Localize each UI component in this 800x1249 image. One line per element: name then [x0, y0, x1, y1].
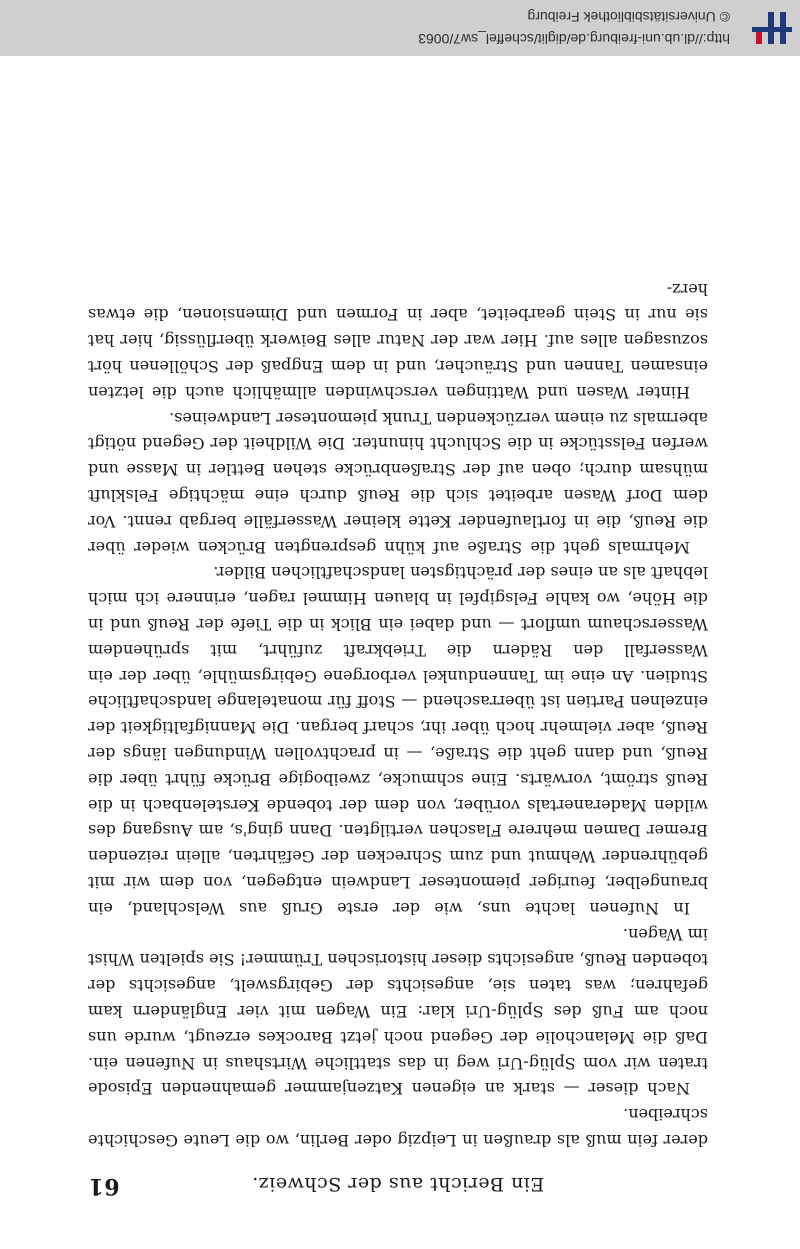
page-number: 61 [88, 1173, 120, 1199]
banner-url[interactable]: http://dl.ub.uni-freiburg.de/diglit/scheffel_sw7/0063 [418, 31, 730, 47]
library-banner [0, 0, 800, 56]
banner-text [418, 6, 730, 50]
scanned-page [0, 56, 800, 1249]
body-text [88, 276, 708, 1153]
banner-copyright: © Universitätsbibliothek Freiburg [527, 9, 730, 25]
university-logo-icon [750, 8, 794, 48]
paragraph: derer fein muß als draußen in Leipzig oder Berlin, wo die Leute Geschichte schreiben. [88, 1105, 708, 1150]
paragraph: In Nufenen lachte uns, wie der erste Gruß aus Welschland, ein braungelber, feuriger piemonteser Landwein entgegen, von dem wir mit gebührender Wehmut und zum Schrecken der Gefährten, allein reizenden Bremer Damen mehrere Flaschen vertilgten. Dann ging's, am Ausgang des wilden Maderanertals vorüber, von dem der tobende Kerstelenbach in die Reuß strömt, vorwärts. Eine schmucke, zweibogige Brücke führt über die Reuß, und dann geht die Straße, — in prachtvollen Windungen längs der Reuß, aber vielmehr hoch über ihr, scharf bergan. Die Mannigfaltigkeit der einzelnen Partien ist überraschend — Stoff für monatelange landschaftliche Studien. An eine im Tannendunkel verborgene Gebirgsmühle, über der ein Wasserfall den Rädern die Triebkraft zuführt, mit sprühendem Wasserschaum umflort — und dabei ein Blick in die Tiefe der Reuß und in die Höhe, wo kahle Felsgipfel in blauen Himmel ragen, erinnere ich mich lebhaft als an eines der prächtigsten landschaftlichen Bilder. [88, 563, 708, 918]
paragraph: Hinter Wasen und Wattingen verschwinden allmählich auch die letzten einsamen Tannen und Sträucher, und in dem Engpaß der Schöllenen hört sozusagen alles auf. Hier war der Natur alles Beiwerk überflüssig, hier hat sie nur in Stein gearbeitet, aber in Formen und Dimensionen, die etwas herz- [88, 279, 708, 402]
running-title: Ein Bericht aus der Schweiz. [251, 1173, 545, 1195]
paragraph: Mehrmals geht die Straße auf kühn gesprengten Brücken wieder über die Reuß, die in fortlaufender Kette kleiner Wasserfälle bergab rennt. Vor dem Dorf Wasen arbeitet sich die Reuß durch eine mächtige Felskluft mühsam durch; oben auf der Straßenbrücke stehen Bettler in Masse und werfen Felsstücke in die Schlucht hinunter. Die Wildheit der Gegend nötigt abermals zu einem verzückenden Trunk piemonteser Landweines. [88, 408, 708, 557]
running-head [88, 1159, 708, 1199]
paragraph: Nach dieser — stark an eigenen Katzenjammer gemahnenden Episode traten wir vom Splüg-Uri weg in das stattliche Wirtshaus in Nufenen ein. Daß die Melancholie der Gegend noch jetzt Barockes erzeugt, wurde uns noch am Fuß des Splüg-Uri klar: Ein Wagen mit vier Engländern kam gefahren; was taten sie, angesichts der Gebirgswelt, angesichts der tobenden Reuß, angesichts dieser historischen Trümmer! Sie spielten Whist im Wagen. [88, 924, 708, 1099]
